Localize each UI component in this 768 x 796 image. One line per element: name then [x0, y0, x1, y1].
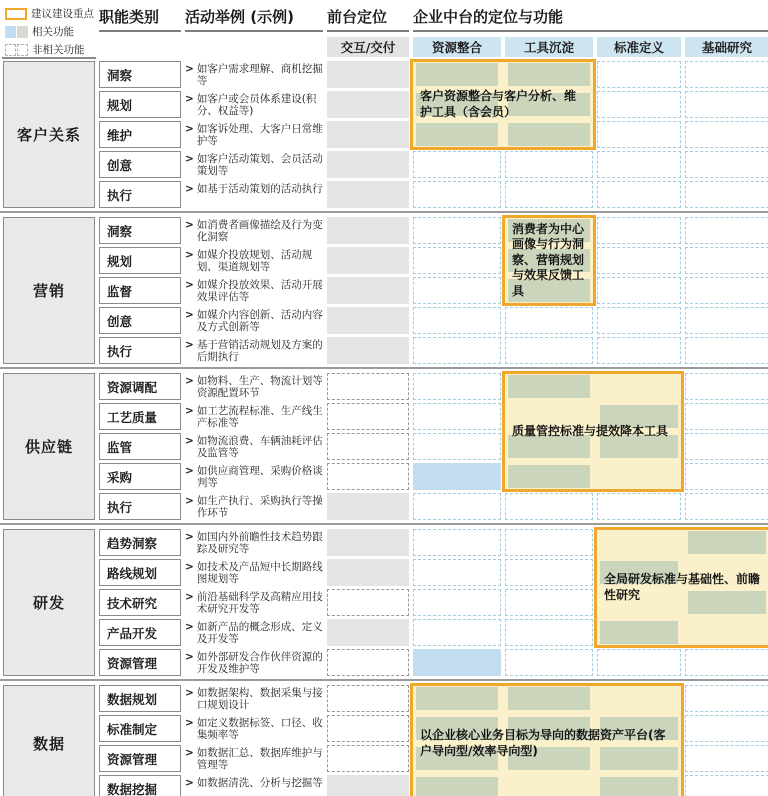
platform-cell [505, 559, 593, 586]
activity-text: 如消费者画像描绘及行为变化洞察 [196, 219, 323, 244]
platform-cell [413, 493, 501, 520]
platform-cell [413, 307, 501, 334]
platform-cell [685, 775, 768, 796]
front-stage-cell [327, 745, 409, 772]
front-stage-cell [327, 181, 409, 208]
platform-cell [685, 493, 768, 520]
front-stage-cell [327, 337, 409, 364]
activity-bullet-icon: > [185, 153, 194, 165]
platform-cell [505, 181, 593, 208]
platform-cell [597, 121, 681, 148]
platform-cell [505, 337, 593, 364]
platform-cell [685, 277, 768, 304]
activity-item [185, 493, 323, 520]
subheader-standard-definition: 标准定义 [597, 37, 681, 57]
group-section [0, 57, 768, 211]
legend-label: 非相关功能 [32, 44, 85, 56]
platform-cell [413, 247, 501, 274]
activity-text: 如基于活动策划的活动执行 [196, 183, 323, 195]
activity-item [185, 337, 323, 364]
function-label: 维护 [99, 121, 181, 148]
platform-cell [685, 685, 768, 712]
platform-cell [505, 589, 593, 616]
activity-bullet-icon: > [185, 435, 194, 447]
highlight-box-text: 客户资源整合与客户分析、维护工具（含会员） [420, 88, 577, 119]
platform-cell [413, 151, 501, 178]
activity-item [185, 589, 323, 616]
activity-bullet-icon: > [185, 249, 194, 261]
activity-text: 如数据架构、数据采集与接口规划设计 [196, 687, 323, 712]
unrelated-swatch-icon [5, 44, 28, 56]
platform-cell [597, 277, 681, 304]
front-stage-cell [327, 493, 409, 520]
activity-bullet-icon: > [185, 495, 194, 507]
activity-text: 如生产执行、采购执行等操作环节 [196, 495, 323, 520]
activity-text: 如客户活动策划、会员活动策划等 [196, 153, 323, 178]
group-label: 客户关系 [3, 61, 95, 208]
function-label: 资源管理 [99, 649, 181, 676]
unrelated-dash-swatch-icon [17, 44, 28, 56]
function-label: 资源管理 [99, 745, 181, 772]
platform-cell [413, 463, 501, 490]
platform-cell [597, 493, 681, 520]
platform-cell [597, 61, 681, 88]
activity-text: 如数据清洗、分析与挖掘等 [196, 777, 323, 789]
activity-item [185, 529, 323, 556]
activity-text: 如定义数据标签、口径、收集频率等 [196, 717, 323, 742]
platform-cell [597, 217, 681, 244]
activity-text: 前沿基础科学及高精应用技术研究开发等 [196, 591, 323, 616]
platform-cell [413, 649, 501, 676]
activity-text: 基于营销活动规划及方案的后期执行 [196, 339, 323, 364]
activity-bullet-icon: > [185, 621, 194, 633]
group-label: 营销 [3, 217, 95, 364]
matrix-body [0, 57, 768, 796]
activity-text: 如数据汇总、数据库维护与管理等 [196, 747, 323, 772]
function-label: 监督 [99, 277, 181, 304]
activity-item [185, 403, 323, 430]
platform-cell [505, 151, 593, 178]
platform-cell [597, 181, 681, 208]
activity-item [185, 307, 323, 334]
activity-bullet-icon: > [185, 405, 194, 417]
platform-cell [413, 373, 501, 400]
platform-cell [505, 649, 593, 676]
platform-cell [685, 151, 768, 178]
front-stage-cell [327, 91, 409, 118]
subheader-spacer [185, 37, 323, 57]
group-label: 研发 [3, 529, 95, 676]
platform-cell [685, 61, 768, 88]
activity-item [185, 247, 323, 274]
activity-bullet-icon: > [185, 777, 194, 789]
platform-cell [685, 463, 768, 490]
front-stage-cell [327, 463, 409, 490]
activity-bullet-icon: > [185, 93, 194, 105]
activity-item [185, 61, 323, 88]
activity-text: 如新产品的概念形成、定义及开发等 [196, 621, 323, 646]
activity-item [185, 559, 323, 586]
activity-bullet-icon: > [185, 531, 194, 543]
platform-cell [685, 337, 768, 364]
activity-bullet-icon: > [185, 561, 194, 573]
platform-cell [685, 91, 768, 118]
front-stage-cell [327, 151, 409, 178]
function-label: 资源调配 [99, 373, 181, 400]
group-section [0, 367, 768, 523]
subheader-interaction-delivery: 交互/交付 [327, 37, 409, 57]
front-stage-cell [327, 775, 409, 796]
activity-item [185, 373, 323, 400]
platform-cell [413, 337, 501, 364]
activity-text: 如媒介投放规划、活动规划、渠道规划等 [196, 249, 313, 274]
highlight-box-text: 质量管控标准与提效降本工具 [512, 423, 669, 438]
activity-bullet-icon: > [185, 687, 194, 699]
platform-cell [413, 181, 501, 208]
activity-bullet-icon: > [185, 651, 194, 663]
function-label: 产品开发 [99, 619, 181, 646]
activity-item [185, 277, 323, 304]
column-header-front-stage: 前台定位 [327, 6, 409, 32]
function-label: 洞察 [99, 61, 181, 88]
activity-text: 如技术及产品短中长期路线图规划等 [196, 561, 323, 586]
activity-item [185, 121, 323, 148]
related-blue-swatch-icon [5, 26, 16, 38]
activity-item [185, 745, 323, 772]
front-stage-cell [327, 217, 409, 244]
platform-cell [685, 715, 768, 742]
front-stage-cell [327, 373, 409, 400]
column-header-activity-examples: 活动举例 (示例) [185, 6, 323, 32]
legend-item-related [5, 24, 125, 39]
platform-cell [597, 91, 681, 118]
function-label: 工艺质量 [99, 403, 181, 430]
function-label: 数据规划 [99, 685, 181, 712]
platform-cell [413, 403, 501, 430]
column-header-mid-platform: 企业中台的定位与功能 [413, 6, 768, 32]
function-label: 洞察 [99, 217, 181, 244]
platform-cell [413, 433, 501, 460]
function-label: 创意 [99, 307, 181, 334]
function-label: 规划 [99, 247, 181, 274]
front-stage-cell [327, 559, 409, 586]
platform-cell [597, 247, 681, 274]
front-stage-cell [327, 685, 409, 712]
activity-bullet-icon: > [185, 309, 194, 321]
activity-bullet-icon: > [185, 591, 194, 603]
platform-cell [413, 559, 501, 586]
activity-item [185, 685, 323, 712]
function-label: 执行 [99, 337, 181, 364]
platform-cell [685, 217, 768, 244]
activity-text: 如供应商管理、采购价格谈判等 [196, 465, 323, 490]
subheader-basic-research: 基础研究 [685, 37, 768, 57]
front-stage-cell [327, 121, 409, 148]
platform-cell [505, 307, 593, 334]
platform-cell [597, 337, 681, 364]
platform-cell [505, 529, 593, 556]
activity-bullet-icon: > [185, 747, 194, 759]
activity-text: 如媒介内容创新、活动内容及方式创新等 [196, 309, 323, 334]
platform-cell [685, 373, 768, 400]
platform-cell [685, 649, 768, 676]
activity-item [185, 463, 323, 490]
platform-cell [685, 433, 768, 460]
activity-item [185, 433, 323, 460]
platform-cell [413, 217, 501, 244]
activity-text: 如客户或会员体系建设(积分、权益等) [196, 93, 317, 118]
activity-bullet-icon: > [185, 465, 194, 477]
activity-text: 如客诉处理、大客户日常维护等 [196, 123, 323, 148]
activity-text: 如客户需求理解、商机挖掘等 [196, 63, 323, 88]
activity-item [185, 217, 323, 244]
highlight-box-text: 全局研发标准与基础性、前瞻性研究 [604, 571, 761, 602]
platform-cell [597, 307, 681, 334]
activity-item [185, 151, 323, 178]
function-label: 执行 [99, 181, 181, 208]
activity-item [185, 775, 323, 796]
front-stage-cell [327, 277, 409, 304]
group-label: 供应链 [3, 373, 95, 520]
front-stage-cell [327, 403, 409, 430]
front-stage-cell [327, 589, 409, 616]
platform-cell [505, 619, 593, 646]
unrelated-dash-swatch-icon [5, 44, 16, 56]
platform-cell [413, 589, 501, 616]
highlight-box-text: 以企业核心业务目标为导向的数据资产平台(客户导向型/效率导向型) [420, 727, 666, 758]
platform-cell [413, 277, 501, 304]
legend-item-highlight [5, 6, 125, 21]
function-label: 执行 [99, 493, 181, 520]
activity-item [185, 619, 323, 646]
platform-cell [685, 181, 768, 208]
activity-text: 如媒介投放效果、活动开展效果评估等 [196, 279, 323, 304]
activity-text: 如国内外前瞻性技术趋势跟踪及研究等 [196, 531, 323, 556]
platform-cell [597, 649, 681, 676]
platform-cell [597, 151, 681, 178]
activity-text: 如物流浪费、车辆油耗评估及监管等 [196, 435, 323, 460]
group-section [0, 679, 768, 796]
platform-cell [685, 307, 768, 334]
front-stage-cell [327, 247, 409, 274]
function-label: 监管 [99, 433, 181, 460]
platform-cell [685, 403, 768, 430]
legend-item-unrelated [5, 42, 125, 57]
front-stage-cell [327, 529, 409, 556]
legend-label: 建议建设重点 [31, 8, 94, 20]
highlight-swatch-icon [5, 8, 27, 20]
activity-item [185, 181, 323, 208]
legend-label: 相关功能 [32, 26, 74, 38]
activity-bullet-icon: > [185, 219, 194, 231]
front-stage-cell [327, 649, 409, 676]
activity-bullet-icon: > [185, 339, 194, 351]
subheader-resource-integration: 资源整合 [413, 37, 501, 57]
platform-cell [413, 529, 501, 556]
front-stage-cell [327, 619, 409, 646]
activity-text: 如外部研发合作伙伴资源的开发及维护等 [196, 651, 323, 676]
function-label: 趋势洞察 [99, 529, 181, 556]
activity-bullet-icon: > [185, 717, 194, 729]
function-label: 创意 [99, 151, 181, 178]
function-label: 路线规划 [99, 559, 181, 586]
activity-text: 如工艺流程标准、生产线生产标准等 [196, 405, 323, 430]
activity-bullet-icon: > [185, 183, 194, 195]
group-section [0, 211, 768, 367]
activity-item [185, 715, 323, 742]
activity-bullet-icon: > [185, 63, 194, 75]
group-section [0, 523, 768, 679]
platform-cell [685, 121, 768, 148]
activity-item [185, 649, 323, 676]
function-label: 规划 [99, 91, 181, 118]
activity-text: 如物料、生产、物流计划等资源配置环节 [196, 375, 323, 400]
activity-bullet-icon: > [185, 279, 194, 291]
activity-bullet-icon: > [185, 375, 194, 387]
platform-cell [685, 745, 768, 772]
platform-cell [685, 247, 768, 274]
front-stage-cell [327, 715, 409, 742]
front-stage-cell [327, 307, 409, 334]
platform-cell [505, 493, 593, 520]
function-label: 技术研究 [99, 589, 181, 616]
column-header-function-category: 职能类别 [99, 6, 181, 32]
function-label: 标准制定 [99, 715, 181, 742]
activity-item [185, 91, 323, 118]
activity-bullet-icon: > [185, 123, 194, 135]
function-label: 采购 [99, 463, 181, 490]
group-label: 数据 [3, 685, 95, 796]
subheader-tool-accumulation: 工具沉淀 [505, 37, 593, 57]
platform-cell [413, 619, 501, 646]
function-label: 数据挖掘 [99, 775, 181, 796]
front-stage-cell [327, 61, 409, 88]
related-swatch-icon [5, 26, 28, 38]
legend [5, 6, 125, 60]
highlight-box-text: 消费者为中心画像与行为洞察、营销规划与效果反馈工具 [512, 221, 585, 298]
related-gray-swatch-icon [17, 26, 28, 38]
front-stage-cell [327, 433, 409, 460]
